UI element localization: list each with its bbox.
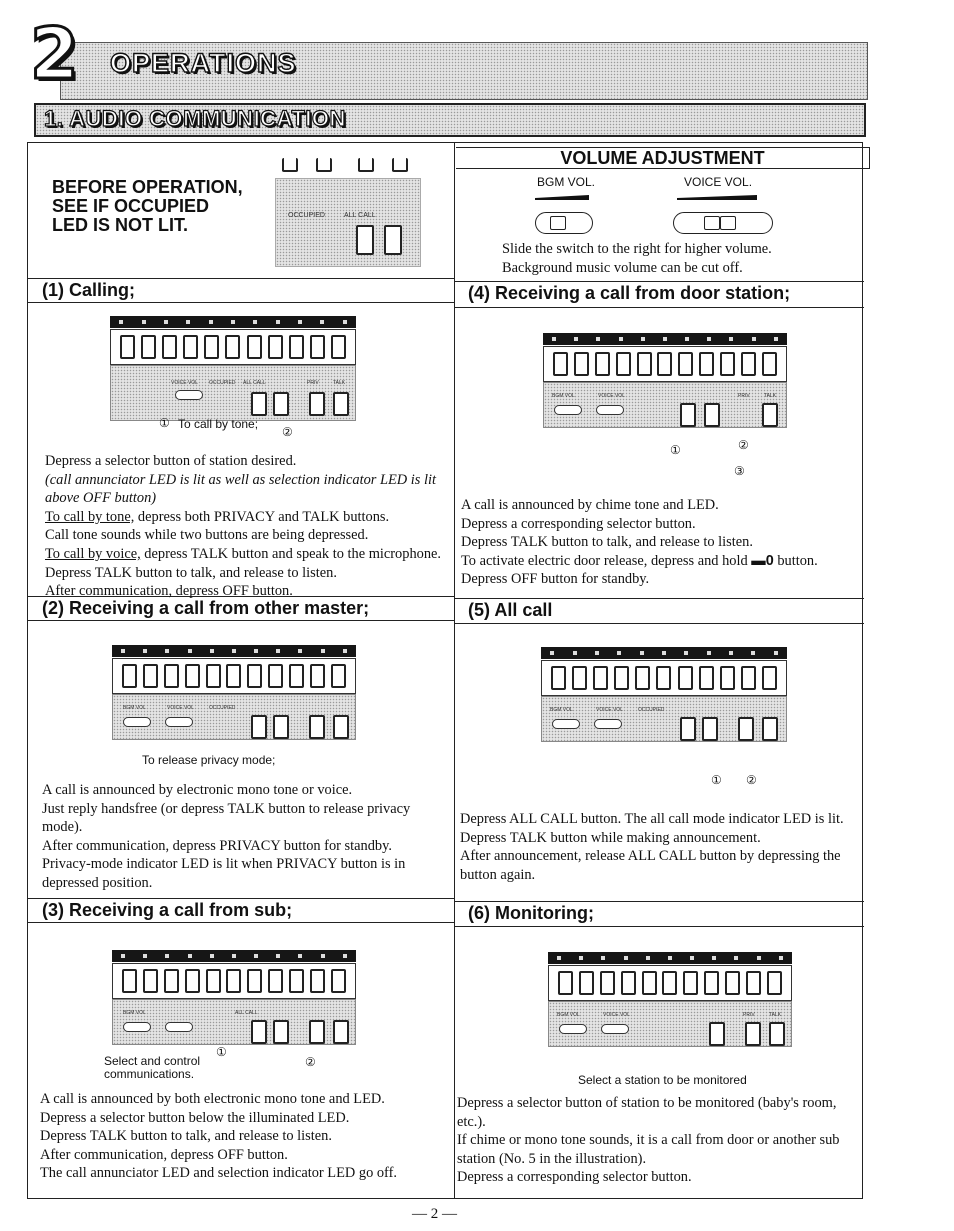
calling-talk-line: Depress TALK button to talk, and release to listen. <box>45 564 337 581</box>
talk-label: TALK <box>769 1012 782 1018</box>
chapter-number: 2 <box>30 13 79 95</box>
before-operation-note <box>52 178 243 235</box>
bgm-vol-label: BGM VOL. <box>537 175 596 189</box>
before-operation-line-1: BEFORE OPERATION, <box>52 177 243 197</box>
calling-para-1: Depress a selector button of station desired. <box>45 453 297 469</box>
talk-button-icon <box>333 392 349 416</box>
master-line-1: A call is announced by electronic mono tone or voice. <box>42 782 353 798</box>
before-operation-line-2: SEE IF OCCUPIED <box>52 196 210 216</box>
priv-label: PRIV <box>743 1012 755 1018</box>
volume-slider-icon <box>175 390 203 400</box>
privacy-button-icon <box>745 1022 761 1046</box>
selector-button-icon <box>392 158 408 172</box>
led-strip <box>548 952 792 964</box>
master-line-2: Just reply handsfree (or depress TALK button to release privacy mode). <box>42 800 411 836</box>
voice-vol-label: VOICE VOL <box>596 707 623 713</box>
allcall-panel-illustration <box>541 647 787 742</box>
privacy-button-icon <box>309 392 325 416</box>
volume-instructions <box>502 240 852 277</box>
sub-line-3: Depress TALK button to talk, and release to listen. <box>40 1128 332 1145</box>
door-line-1: A call is announced by chime tone and LED. <box>461 497 719 513</box>
voice-lead: To call by voice, <box>45 545 141 562</box>
calling-after-line: After communication, depress OFF button. <box>45 583 293 600</box>
priv-label: PRIV <box>307 380 319 386</box>
control-area <box>112 999 356 1045</box>
selector-buttons <box>548 965 792 1001</box>
door-release-post: button. <box>777 552 818 569</box>
voice-vol-label: VOICE VOL <box>603 1012 630 1018</box>
priv-label: PRIV <box>738 393 750 399</box>
sub-diagram-label: Select and control communications. <box>104 1054 201 1081</box>
all-call-button-icon <box>251 715 267 739</box>
voice-rest: depress TALK button and speak to the microphone. <box>140 545 442 562</box>
section-2-heading: (2) Receiving a call from other master; <box>28 596 455 621</box>
privacy-button-icon <box>309 1020 325 1044</box>
talk-button-icon <box>762 403 778 427</box>
sub-line-5: The call annunciator LED and selection indicator LED go off. <box>40 1165 397 1182</box>
door-button-icon <box>273 715 289 739</box>
led-strip <box>543 333 787 345</box>
section-4-heading: (4) Receiving a call from door station; <box>454 281 864 308</box>
door-button-icon <box>680 403 696 427</box>
all-call-button-icon <box>251 1020 267 1044</box>
calling-tone-line-2: Call tone sounds while two buttons are being depressed. <box>45 527 369 544</box>
selector-buttons <box>112 658 356 694</box>
all-call-label: ALL CALL <box>243 380 266 386</box>
voice-slider-icon <box>594 719 622 729</box>
bgm-slider-icon <box>123 1022 151 1032</box>
bgm-vol-label: BGM VOL <box>557 1012 580 1018</box>
selector-buttons <box>543 346 787 382</box>
bgm-vol-label: BGM VOL <box>123 705 146 711</box>
occupied-label: OCCUPIED <box>288 212 325 219</box>
section-5-heading: (5) All call <box>454 598 864 624</box>
monitoring-instructions <box>457 1094 861 1187</box>
control-area <box>110 365 356 421</box>
voice-slider-icon <box>601 1024 629 1034</box>
volume-text-2: Background music volume can be cut off. <box>502 259 743 276</box>
door-release-key-icon: ▬0 <box>751 552 774 569</box>
occupied-label: OCCUPIED <box>209 380 236 386</box>
selector-button-icon <box>358 158 374 172</box>
voice-slider-icon <box>596 405 624 415</box>
section-6-heading: (6) Monitoring; <box>454 901 864 927</box>
allcall-line-2: After announcement, release ALL CALL button by depressing the button again. <box>460 848 841 883</box>
calling-step-1: ① <box>159 416 170 430</box>
bgm-slider-icon <box>123 717 151 727</box>
selector-button-icon <box>282 158 298 172</box>
button-row-illustration <box>278 158 414 174</box>
occupied-label: OCCUPIED <box>209 705 236 711</box>
calling-panel-illustration <box>110 316 356 421</box>
calling-instructions <box>45 452 445 601</box>
section-title: 1. AUDIO COMMUNICATION <box>44 106 346 131</box>
bgm-volume-slider <box>535 212 593 234</box>
sub-line-2: Depress a selector button below the illuminated LED. <box>40 1109 350 1126</box>
master-panel-illustration <box>112 645 356 740</box>
voice-slider-icon <box>165 717 193 727</box>
voice-vol-label: VOICE VOL <box>598 393 625 399</box>
talk-button-icon <box>762 717 778 741</box>
sub-instructions <box>40 1090 450 1183</box>
page-number: — 2 — <box>412 1206 457 1222</box>
door-release-button-illustration <box>384 225 402 255</box>
control-area <box>541 696 787 742</box>
monitoring-line-3: Depress a corresponding selector button. <box>457 1169 692 1186</box>
bgm-vol-label: BGM VOL <box>123 1010 146 1016</box>
talk-button-icon <box>333 1020 349 1044</box>
calling-italic-note: (call annunciator LED is lit as well as selection indicator LED is lit above OFF button) <box>45 471 436 507</box>
all-call-label: ALL CALL <box>344 212 376 219</box>
sub-line-1: A call is announced by both electronic mono tone and LED. <box>40 1091 385 1107</box>
monitoring-line-1: Depress a selector button of station to be monitored (baby's room, etc.). <box>457 1095 837 1130</box>
door-step-2: ② <box>738 438 749 452</box>
door-panel-illustration <box>543 333 787 428</box>
bgm-vol-label: BGM VOL <box>550 707 573 713</box>
selector-buttons <box>110 329 356 365</box>
selector-buttons <box>112 963 356 999</box>
monitoring-diagram-label: Select a station to be monitored <box>578 1073 747 1087</box>
talk-label: TALK <box>764 393 777 399</box>
all-call-label: ALL CALL <box>235 1010 258 1016</box>
bgm-slider-icon <box>554 405 582 415</box>
sub-step-1: ① <box>216 1045 227 1059</box>
volume-text-1: Slide the switch to the right for higher volume. <box>502 241 772 257</box>
bgm-vol-label: BGM VOL <box>552 393 575 399</box>
door-line-3: Depress TALK button to talk, and release to listen. <box>461 534 753 551</box>
led-strip <box>112 645 356 657</box>
tone-rest: depress both PRIVACY and TALK buttons. <box>134 508 390 525</box>
door-button-icon <box>273 392 289 416</box>
allcall-step-1: ① <box>711 773 722 787</box>
privacy-button-icon <box>309 715 325 739</box>
door-release-pre: To activate electric door release, depress and hold <box>461 552 748 569</box>
calling-diagram-label: To call by tone; <box>178 417 259 431</box>
monitoring-panel-illustration <box>548 952 792 1047</box>
selector-buttons <box>541 660 787 696</box>
bgm-slider-icon <box>552 719 580 729</box>
door-line-2: Depress a corresponding selector button. <box>461 515 696 532</box>
allcall-instructions <box>460 810 858 884</box>
chapter-title: OPERATIONS <box>110 48 297 78</box>
door-step-1: ① <box>670 443 681 457</box>
talk-label: TALK <box>333 380 346 386</box>
door-button-icon <box>709 1022 725 1046</box>
sub-panel-illustration <box>112 950 356 1045</box>
control-area <box>543 382 787 428</box>
master-instructions <box>42 781 438 893</box>
sub-line-4: After communication, depress OFF button. <box>40 1146 288 1163</box>
master-diagram-label: To release privacy mode; <box>142 753 276 767</box>
control-area <box>548 1001 792 1047</box>
calling-voice-line <box>45 545 445 564</box>
door-button-icon <box>273 1020 289 1044</box>
calling-tone-line <box>45 508 445 527</box>
led-strip <box>112 950 356 962</box>
section-1-heading: (1) Calling; <box>28 278 455 303</box>
voice-vol-label: VOICE VOL <box>167 705 194 711</box>
voice-vol-label: VOICE VOL. <box>684 175 753 189</box>
voice-volume-slider <box>673 212 773 234</box>
door-off-line: Depress OFF button for standby. <box>461 571 650 588</box>
all-call-button-illustration <box>356 225 374 255</box>
off-button-icon <box>704 403 720 427</box>
bgm-slider-icon <box>559 1024 587 1034</box>
master-line-3: After communication, depress PRIVACY button for standby. <box>42 837 392 854</box>
tone-lead: To call by tone, <box>45 508 135 525</box>
section-3-heading: (3) Receiving a call from sub; <box>28 898 455 923</box>
calling-step-2: ② <box>282 425 293 439</box>
volume-title: VOLUME ADJUSTMENT <box>456 147 870 169</box>
door-button-icon <box>702 717 718 741</box>
allcall-line-1: Depress ALL CALL button. The all call mode indicator LED is lit. Depress TALK button while making announcement. <box>460 811 844 846</box>
selector-button-icon <box>316 158 332 172</box>
all-call-button-icon <box>680 717 696 741</box>
door-step-3: ③ <box>734 464 745 478</box>
occupied-label: OCCUPIED <box>638 707 665 713</box>
monitoring-line-2: If chime or mono tone sounds, it is a call from door or another sub station (No. 5 in the illustration). <box>457 1132 840 1167</box>
voice-vol-label: VOICE VOL <box>171 380 198 386</box>
before-operation-line-3: LED IS NOT LIT. <box>52 215 189 235</box>
voice-slider-icon <box>165 1022 193 1032</box>
occupied-panel-illustration <box>275 178 421 267</box>
led-strip <box>541 647 787 659</box>
door-instructions <box>461 496 865 589</box>
door-release-line <box>461 552 865 571</box>
master-line-4: Privacy-mode indicator LED is lit when PRIVACY button is in depressed position. <box>42 856 406 891</box>
talk-button-icon <box>333 715 349 739</box>
control-area <box>112 694 356 740</box>
sub-step-2: ② <box>305 1055 316 1069</box>
allcall-step-2: ② <box>746 773 757 787</box>
privacy-button-icon <box>738 717 754 741</box>
all-call-button-icon <box>251 392 267 416</box>
talk-button-icon <box>769 1022 785 1046</box>
led-strip <box>110 316 356 328</box>
